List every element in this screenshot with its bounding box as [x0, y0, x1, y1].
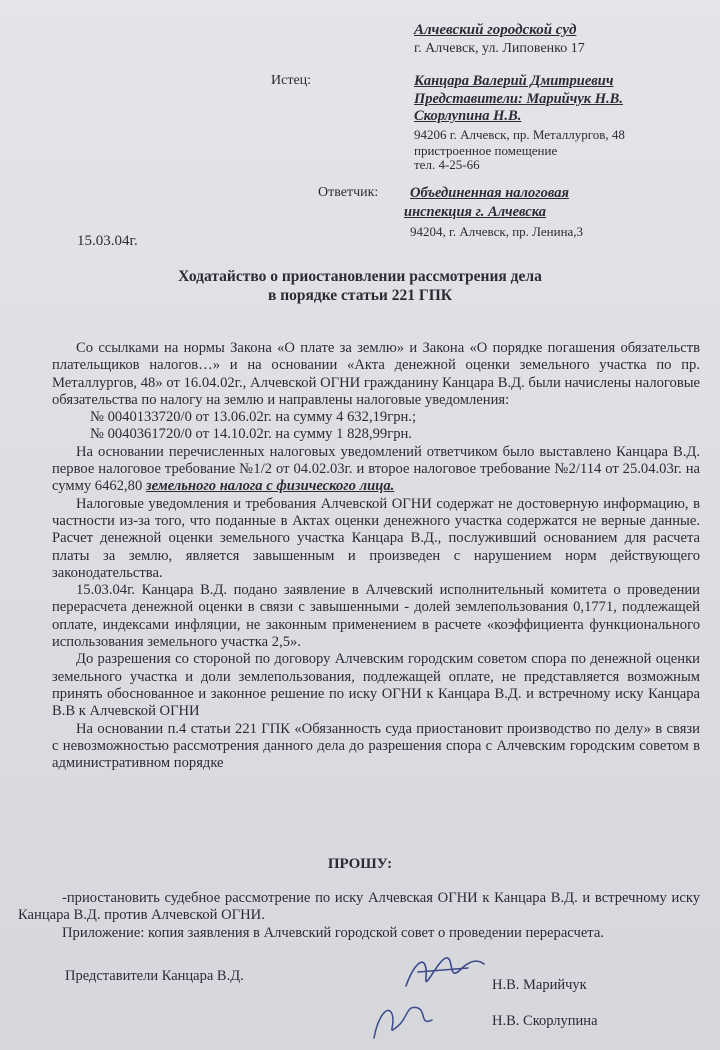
- signature-1-icon: [398, 948, 488, 998]
- document-title-line-2: в порядке статьи 221 ГПК: [267, 287, 452, 304]
- body-paragraph-4: 15.03.04г. Канцара В.Д. подано заявление в Алчевский исполнительный комитета о проведении перерасчета денежной оценки в связи с завышенными - долей землепользования 0,1771, подлежащей оплате, индексами инфляции, не законным применением в расчете «коэффициента функционального использования земельного участка 2,5».: [52, 582, 700, 651]
- plaintiff-address: 94206 г. Алчевск, пр. Металлургов, 48: [414, 127, 625, 142]
- request-item-1: -приостановить судебное рассмотрение по иску Алчевская ОГНИ к Канцара В.Д. и встречному иску Канцара В.Д. против Алчевской ОГНИ.: [18, 890, 700, 924]
- signature-label: Представители Канцара В.Д.: [65, 968, 244, 984]
- request-block: [18, 890, 700, 942]
- request-heading: ПРОШУ:: [327, 856, 393, 872]
- document-date: 15.03.04г.: [77, 233, 138, 249]
- defendant-name-2: инспекция г. Алчевска: [404, 204, 546, 220]
- document-body: [52, 340, 700, 772]
- defendant-name-1: Объединенная налоговая: [410, 185, 569, 201]
- plaintiff-premises: пристроенное помещение: [414, 143, 558, 158]
- signatory-name-2: Н.В. Скорлупина: [492, 1013, 598, 1029]
- body-paragraph-2: [52, 444, 700, 496]
- representatives-line-2: Скорлупина Н.В.: [414, 108, 522, 124]
- body-paragraph-6: На основании п.4 статьи 221 ГПК «Обязанность суда приостановит производство по делу» в связи с невозможностью рассмотрения данного дела до разрешения спора с Алчевским городским советом в административном порядке: [52, 720, 700, 772]
- document-title-line-1: Ходатайство о приостановлении рассмотрения дела: [178, 268, 542, 285]
- signatory-name-1: Н.В. Марийчук: [492, 977, 587, 993]
- body-paragraph-1: Со ссылками на нормы Закона «О плате за землю» и Закона «О порядке погашения обязательств плательщиков налогов…» и на основании «Акта денежной оценки земельного участка по пр. Металлургов, 48» от 16.04.02г., Алчевской ОГНИ гражданину Канцара В.Д. были начислены налоговые обязательства по налогу на землю и направлены налоговые уведомления:: [52, 340, 700, 408]
- body-paragraph-5: До разрешения со стороной по договору Алчевским городским советом спора по денежной оценки земельного участка и доли землепользования, подлежащей оплате, не представляется возможным принять обоснованное и законное решение по иску ОГНИ к Канцара В.Д. и встречному иску Канцара В.В к Алчевской ОГНИ: [52, 651, 700, 720]
- land-tax-emphasis: земельного налога с физического лица.: [145, 478, 395, 495]
- signature-2-icon: [368, 996, 438, 1046]
- court-name: Алчевский городской суд: [414, 22, 577, 38]
- body-paragraph-3: Налоговые уведомления и требования Алчевской ОГНИ содержат не достоверную информацию, в частности из-за того, что поданные в Актах оценки денежного участка содержатся не верные данные. Расчет денежной оценки земельного участка Канцара В.Д., послуживший основанием для расчета платы за землю, является завышенным и произведен с нарушением норм действующего законодательства.: [52, 495, 700, 581]
- defendant-address: 94204, г. Алчевск, пр. Ленина,3: [410, 224, 584, 239]
- defendant-label: Ответчик:: [318, 185, 379, 200]
- plaintiff-name: Канцара Валерий Дмитриевич: [414, 73, 614, 89]
- attachment-note: Приложение: копия заявления в Алчевский городской совет о проведении перерасчета.: [62, 924, 604, 941]
- tax-notice-2: № 0040361720/0 от 14.10.02г. на сумму 1 828,99грн.: [90, 426, 412, 443]
- tax-notice-1: № 0040133720/0 от 13.06.02г. на сумму 4 632,19грн.;: [90, 409, 416, 426]
- court-address: г. Алчевск, ул. Липовенко 17: [414, 41, 585, 56]
- representatives-line: Представители: Марийчук Н.В.: [414, 91, 623, 107]
- body-paragraph-2-text: На основании перечисленных налоговых уведомлений ответчиком было выставлено Канцара В.Д. первое налоговое требование №1/2 от 04.02.03г. и второе налоговое требование №2/114 от 25.04.03г. на сумму 6462,80: [52, 443, 700, 495]
- plaintiff-label: Истец:: [271, 73, 312, 88]
- plaintiff-phone: тел. 4-25-66: [414, 157, 480, 172]
